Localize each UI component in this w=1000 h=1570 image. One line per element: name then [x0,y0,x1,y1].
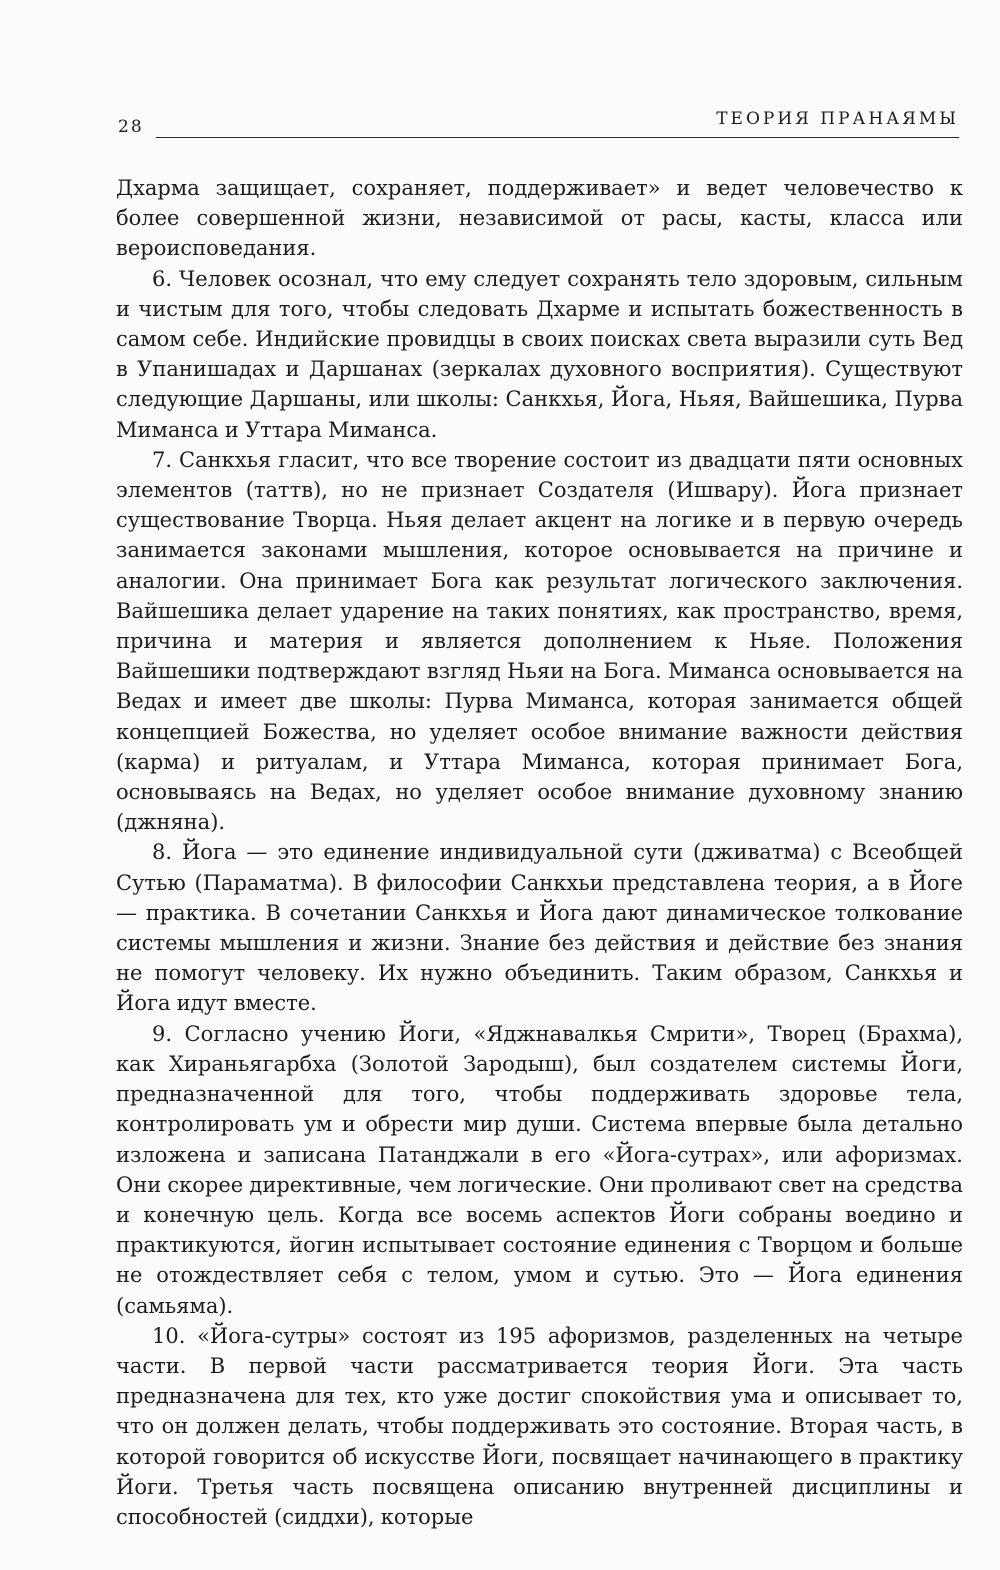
paragraph-8: 8. Йога — это единение индивидуальной сути (дживатма) с Всеобщей Сутью (Параматма). В философии Санкхьи представлена теория, а в Йоге — практика. В сочетании Санкхья и Йога дают динамическое толкование системы мышления и жизни. Знание без действия и действие без знания не помогут человеку. Их нужно объединить. Таким образом, Санкхья и Йога идут вместе. [116,840,963,1016]
paragraph-10: 10. «Йога-сутры» состоят из 195 афоризмов, разделенных на четыре части. В первой части рассматривается теория Йоги. Эта часть предназначена для тех, кто уже достиг спокойствия ума и описывает то, что он должен делать, чтобы поддерживать это состояние. Вторая часть, в которой говорится об искусстве Йоги, посвящает начинающего в практику Йоги. Третья часть посвящена описанию внутренней дисциплины и способностей (сиддхи), которые [116,1323,963,1529]
paragraph-7: 7. Санкхья гласит, что все творение состоит из двадцати пяти основных элементов (таттв), но не признает Создателя (Ишвару). Йога признает существование Творца. Ньяя делает акцент на логике и в первую очередь занимается законами мышления, которое основывается на причине и аналогии. Она принимает Бога как результат логического заключения. Вайшешика делает ударение на таких понятиях, как пространство, время, причина и материя и является дополнением к Ньяе. Положения Вайшешики подтверждают взгляд Ньяи на Бога. Миманса основывается на Ведах и имеет две школы: Пурва Миманса, которая занимается общей концепцией Божества, но уделяет особое внимание важности действия (карма) и ритуалам, и Уттара Миманса, которая принимает Бога, основываясь на Ведах, но уделяет особое внимание духовному знанию (джняна). [116,447,963,835]
paragraph-6: 6. Человек осознал, что ему следует сохранять тело здоровым, сильным и чистым для того, чтобы следовать Дхарме и испытать божественность в самом себе. Индийские провидцы в своих поисках света выразили суть Вед в Упанишадах и Даршанах (зеркалах духовного восприятия). Существуют следующие Даршаны, или школы: Санкхья, Йога, Ньяя, Вайшешика, Пурва Миманса и Уттара Миманса. [116,266,963,442]
header-rule [156,137,959,138]
paragraph-continuation: Дхарма защищает, сохраняет, поддерживает» и ведет человечество к более совершенной жизни, независимой от расы, касты, класса или вероисповедания. [116,176,963,261]
page-header [116,107,959,137]
running-title: ТЕОРИЯ ПРАНАЯМЫ [716,109,959,129]
text-body [116,173,963,1532]
page-number: 28 [118,117,144,137]
paragraph-9: 9. Согласно учению Йоги, «Яджнавалкья Смрити», Творец (Брахма), как Хираньягарбха (Золотой Зародыш), был создателем системы Йоги, предназначенной для того, чтобы поддерживать здоровье тела, контролировать ум и обрести мир души. Система впервые была детально изложена и записана Патанджали в его «Йога-сутрах», или афоризмах. Они скорее директивные, чем логические. Они проливают свет на средства и конечную цель. Когда все восемь аспектов Йоги собраны воедино и практикуются, йогин испытывает состояние единения с Творцом и больше не отождествляет себя с телом, умом и сутью. Это — Йога единения (самьяма). [116,1021,964,1318]
